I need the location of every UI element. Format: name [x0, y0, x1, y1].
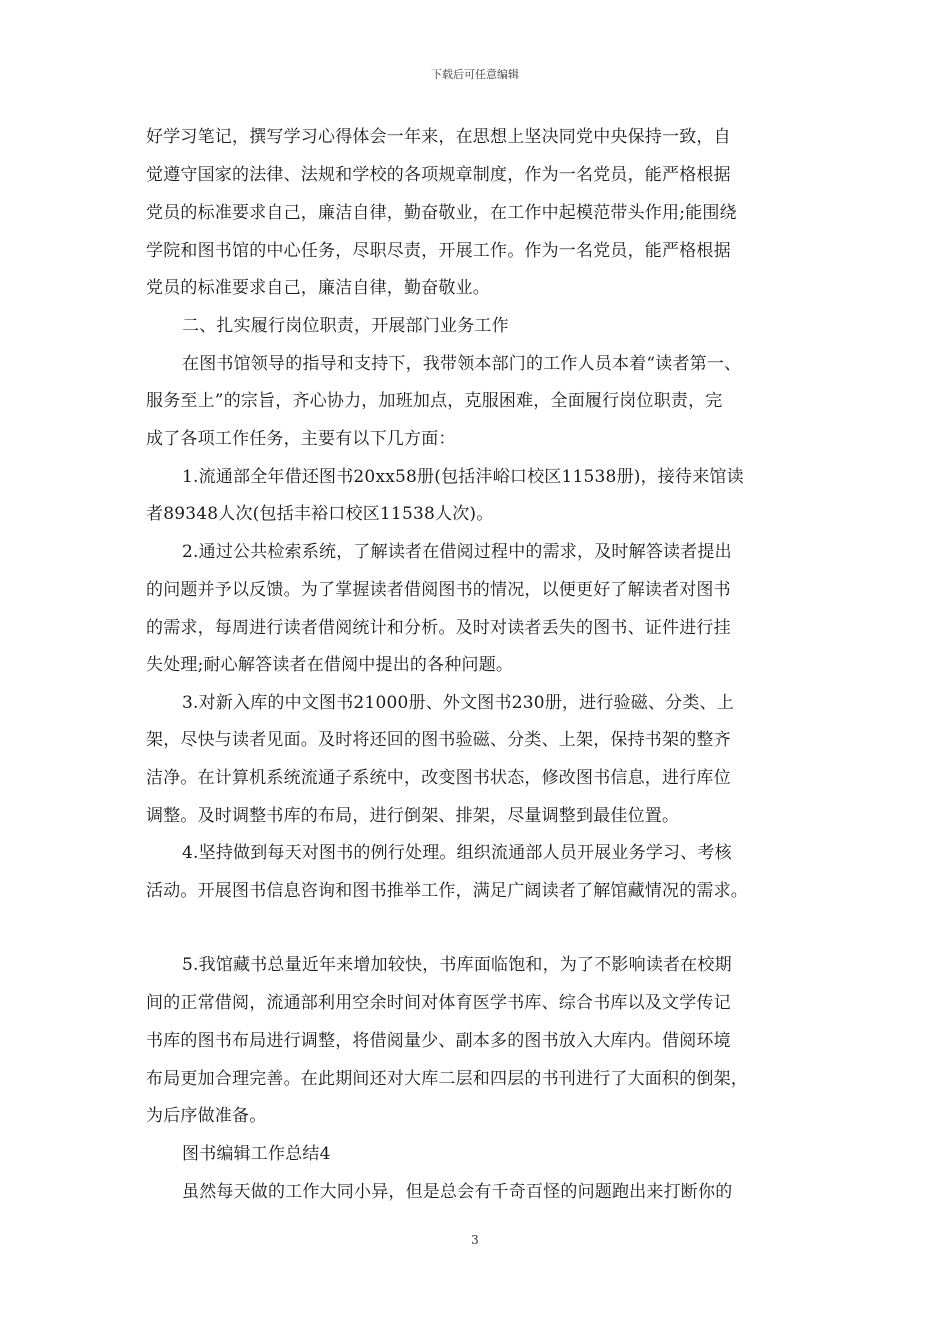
text-line: 学院和图书馆的中心任务，尽职尽责，开展工作。作为一名党员，能严格根据: [146, 241, 731, 261]
text-line: 1.流通部全年借还图书20xx58册(包括沣峪口校区11538册)，接待来馆读: [182, 467, 744, 487]
text-line: 的需求，每周进行读者借阅统计和分析。及时对读者丢失的图书、证件进行挂: [146, 618, 731, 638]
text-line: 好学习笔记，撰写学习心得体会一年来，在思想上坚决同党中央保持一致，自: [146, 127, 731, 147]
text-line: 失处理;耐心解答读者在借阅中提出的各种问题。: [146, 655, 514, 675]
text-line: 者89348人次(包括丰裕口校区11538人次)。: [146, 504, 494, 524]
text-line: 间的正常借阅，流通部利用空余时间对体育医学书库、综合书库以及文学传记: [146, 993, 731, 1013]
section-heading: 二、扎实履行岗位职责，开展部门业务工作: [182, 316, 509, 336]
text-line: 书库的图书布局进行调整，将借阅量少、副本多的图书放入大库内。借阅环境: [146, 1031, 731, 1051]
text-line: 4.坚持做到每天对图书的例行处理。组织流通部人员开展业务学习、考核: [182, 843, 732, 863]
section-heading: 图书编辑工作总结4: [182, 1144, 331, 1164]
text-line: 在图书馆领导的指导和支持下，我带领本部门的工作人员本着“读者第一、: [182, 354, 742, 374]
text-line: 3.对新入库的中文图书21000册、外文图书230册，进行验磁、分类、上: [182, 693, 734, 713]
text-line: 的问题并予以反馈。为了掌握读者借阅图书的情况，以便更好了解读者对图书: [146, 580, 731, 600]
text-line: 服务至上”的宗旨，齐心协力，加班加点，克服困难，全面履行岗位职责，完: [146, 391, 723, 411]
text-line: 调整。及时调整书库的布局，进行倒架、排架，尽量调整到最佳位置。: [146, 806, 680, 826]
text-line: 洁净。在计算机系统流通子系统中，改变图书状态，修改图书信息，进行库位: [146, 768, 731, 788]
text-line: 为后序做准备。: [146, 1106, 267, 1126]
page-number: 3: [471, 1233, 479, 1247]
text-line: 活动。开展图书信息咨询和图书推举工作，满足广阔读者了解馆藏情况的需求。: [146, 881, 748, 901]
text-line: 党员的标准要求自己，廉洁自律，勤奋敬业。: [146, 278, 490, 298]
text-line: 虽然每天做的工作大同小异，但是总会有千奇百怪的问题跑出来打断你的: [182, 1182, 733, 1202]
text-line: 5.我馆藏书总量近年来增加较快，书库面临饱和，为了不影响读者在校期: [182, 955, 732, 975]
text-line: 架，尽快与读者见面。及时将还回的图书验磁、分类、上架，保持书架的整齐: [146, 730, 731, 750]
text-line: 党员的标准要求自己，廉洁自律，勤奋敬业，在工作中起模范带头作用;能围绕: [146, 203, 737, 223]
text-line: 布局更加合理完善。在此期间还对大库二层和四层的书刊进行了大面积的倒架，: [146, 1069, 748, 1089]
text-line: 2.通过公共检索系统，了解读者在借阅过程中的需求，及时解答读者提出: [182, 542, 732, 562]
page-header: 下载后可任意编辑: [431, 68, 519, 81]
text-line: 觉遵守国家的法律、法规和学校的各项规章制度，作为一名党员，能严格根据: [146, 165, 731, 185]
text-line: 成了各项工作任务，主要有以下几方面：: [146, 429, 456, 449]
